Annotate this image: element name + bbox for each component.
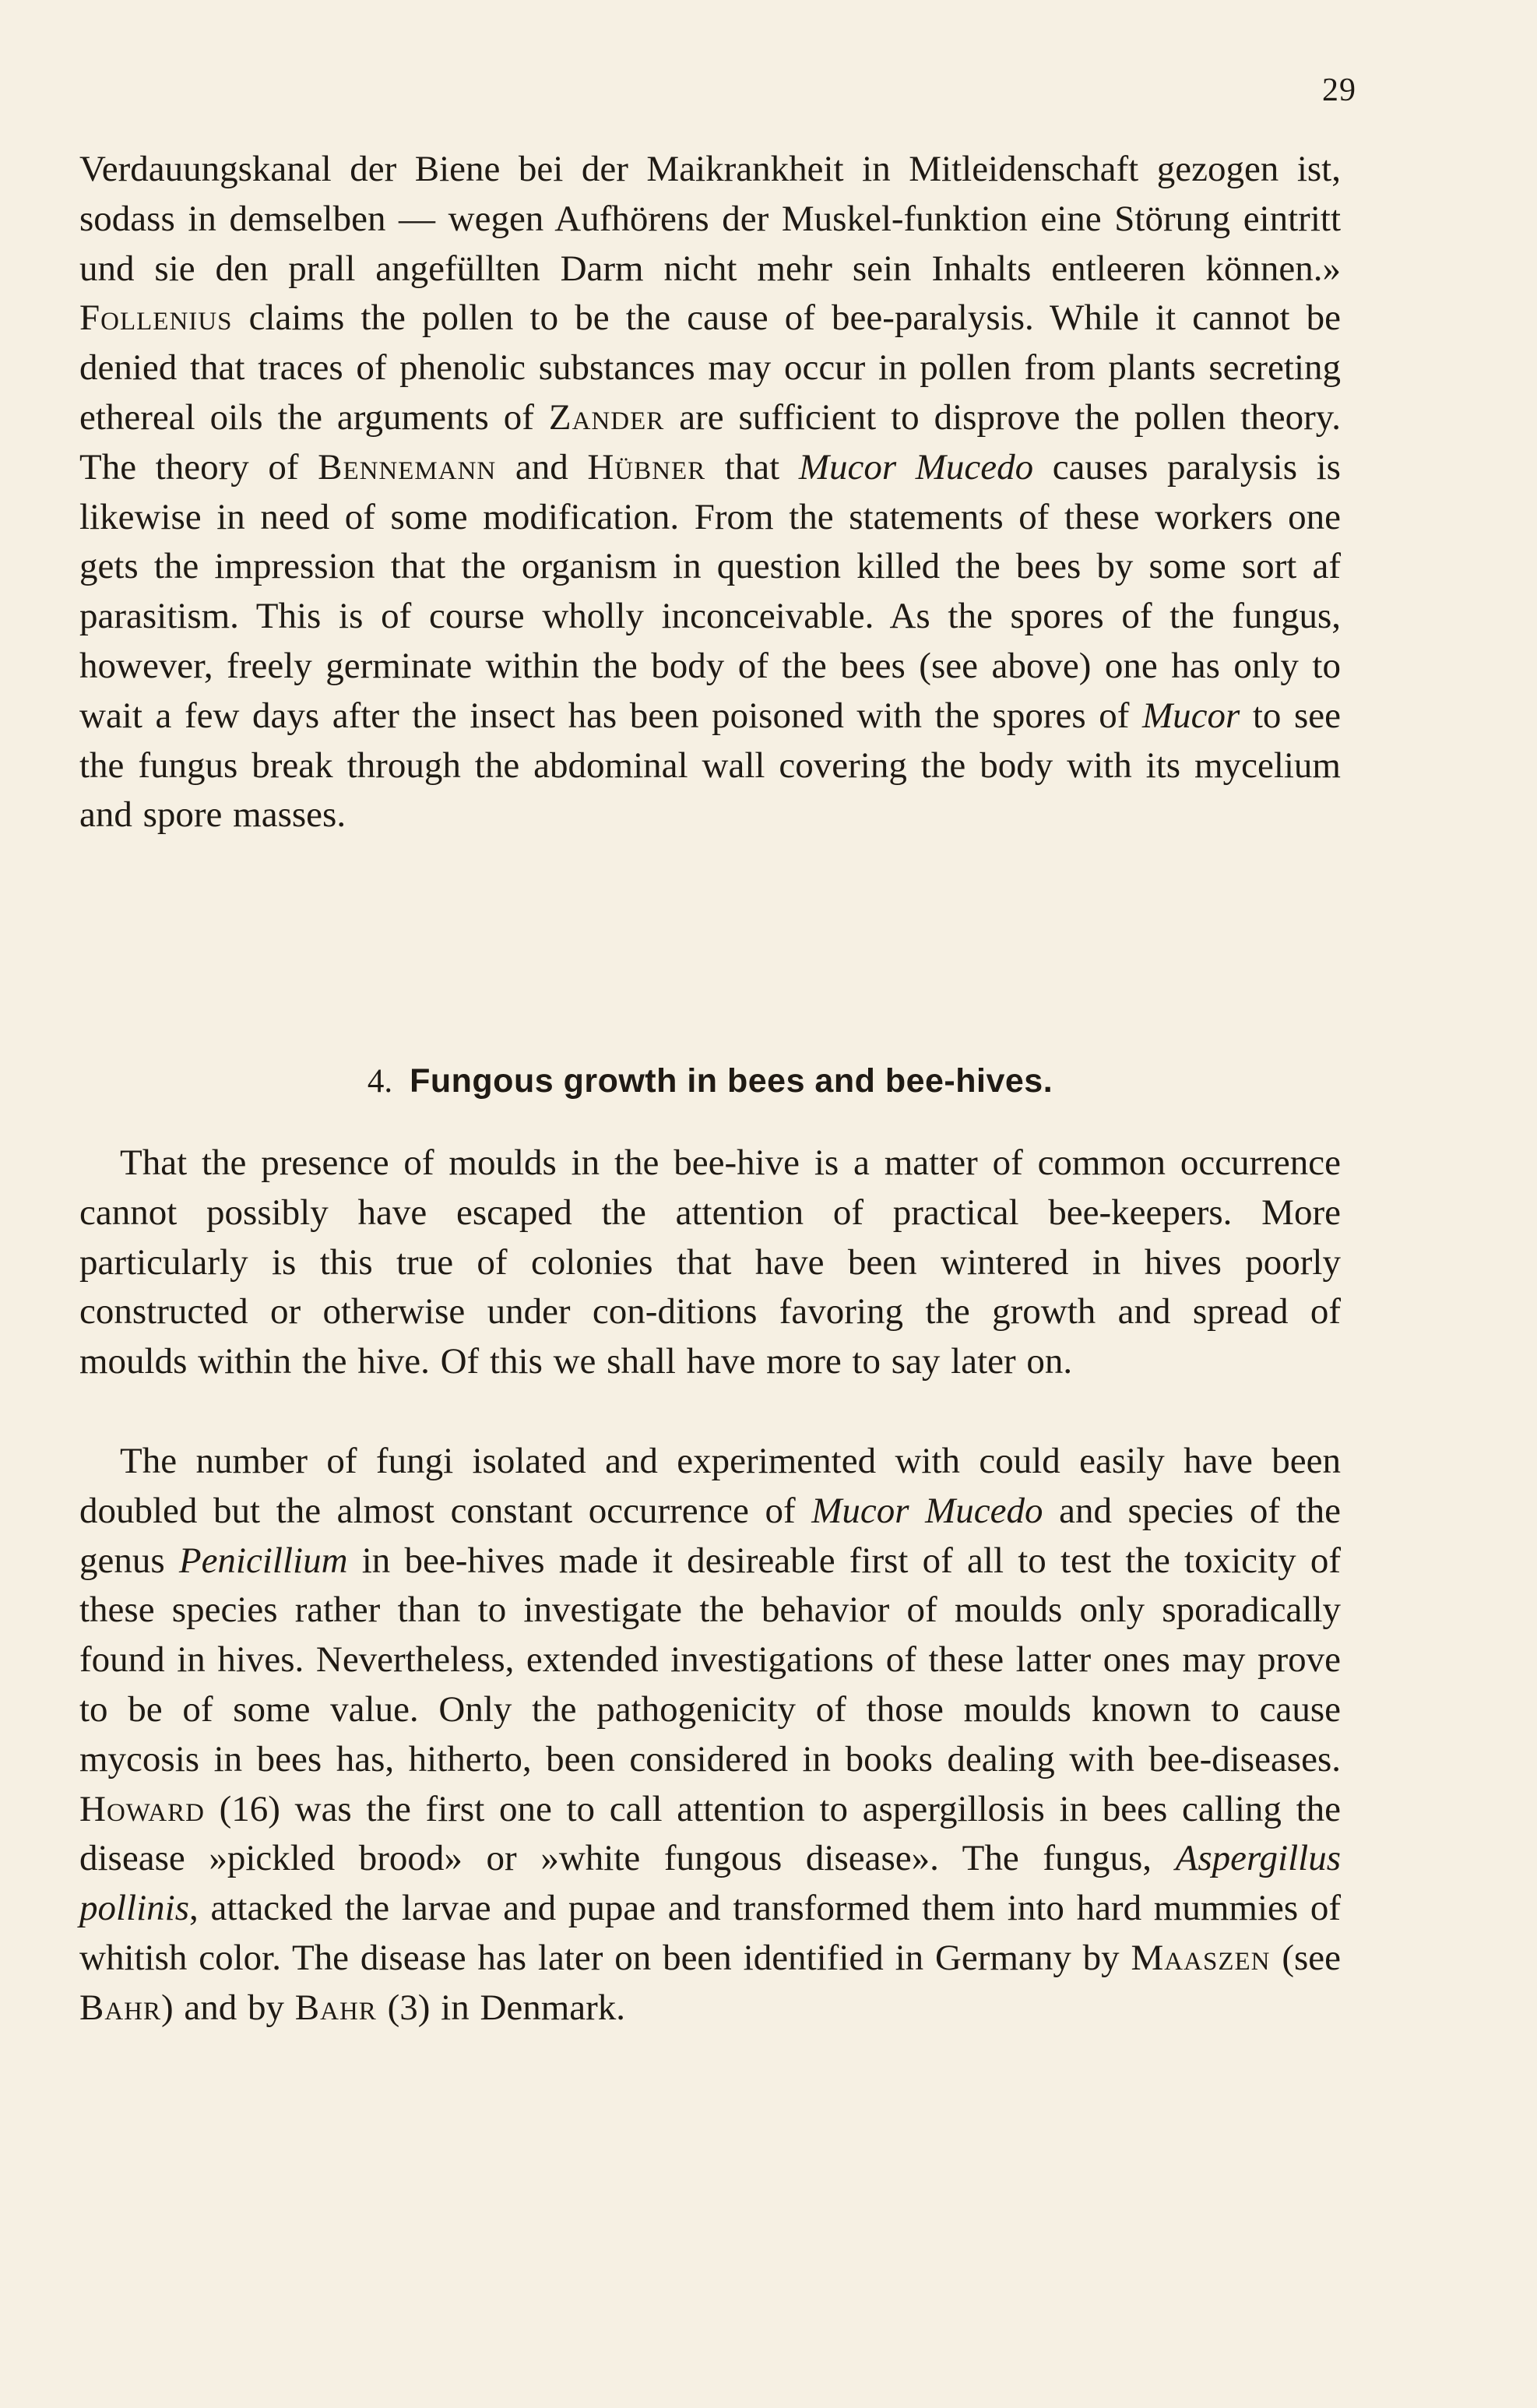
text-run: and [496,446,588,488]
text-run: (see [1270,1937,1341,1978]
text-run: causes paralysis is likewise in need of some modification. From the statements of these workers one gets the impression that the organism in question killed the bees by some sort af parasitism. This is of course wholly inconceivable. As the spores of the fungus, however, freely germinate within the body of the bees (see above) one has only to wait a few days after the insect has been poisoned with the spores of [79,446,1341,736]
text-run: are sufficient to disprove the pollen theory. The theory of [79,396,1341,488]
section-number: 4. [367,1063,393,1100]
text-run: The number of fungi isolated and experimented with could easily have been doubled but the almost constant occurrence of [79,1441,1341,1531]
paragraph-bee-paralysis [79,145,1341,840]
text-run: that [705,446,799,488]
page-number: 29 [1322,72,1356,108]
paragraph-fungi-experiments [79,1437,1341,2033]
text-run: and species of the genus [79,1490,1342,1581]
author-name: Hübner [587,446,706,488]
species-name: Aspergillus pollinis [79,1838,1341,1929]
species-name: Penicillium [178,1540,348,1581]
author-name: Bahr [294,1987,377,2028]
section-title: Fungous growth in bees and bee-hives. [410,1062,1053,1100]
author-name: Follenius [79,297,233,339]
paragraph-moulds-in-hives [79,1139,1341,1387]
author-name: Howard [79,1788,205,1829]
author-name: Maaszen [1131,1937,1271,1978]
text-run: claims the pollen to be the cause of bee-paralysis. While it cannot be denied that traces of phenolic substances may occur in pollen from plants secreting ethereal oils the arguments of [79,297,1341,438]
text-run: ) and by [161,1987,295,2028]
text-run: , attacked the larvae and pupae and transformed them into hard mummies of whitish color. The disease has later on been identified in Germany by [79,1888,1341,1978]
text-run: That the presence of moulds in the bee-hive is a matter of common occurrence cannot possibly have escaped the attention of practical bee-keepers. More particularly is this true of colonies that have been wintered in hives poorly constructed or otherwise under con-ditions favoring the growth and spread of moulds within the hive. Of this we shall have more to say later on. [79,1142,1341,1382]
species-name: Mucor [1141,695,1240,736]
author-name: Bennemann [318,446,497,488]
text-run: (3) in Denmark. [376,1987,626,2028]
section-heading [79,1056,1341,1107]
species-name: Mucor Mucedo [811,1490,1043,1531]
author-name: Zander [548,396,665,438]
text-run: to see the fungus break through the abdominal wall covering the body with its mycelium and spore masses. [79,695,1341,836]
text-run: (16) was the first one to call attention to aspergillosis in bees calling the disease »pickled brood» or »white fungous disease». The fungus, [79,1788,1341,1879]
text-run: Verdauungskanal der Biene bei der Maikrankheit in Mitleidenschaft gezogen ist, sodass in demselben — wegen Aufhörens der Muskel-funktion eine Störung eintritt und sie den prall angefüllten Darm nicht mehr sein Inhalts entleeren können.» [79,149,1341,289]
author-name: Bahr [79,1987,162,2028]
species-name: Mucor Mucedo [798,446,1034,488]
text-run: in bee-hives made it desireable first of all to test the toxicity of these species rather than to investigate the behavior of moulds only sporadically found in hives. Nevertheless, extended investigations of these latter ones may prove to be of some value. Only the pathogenicity of those moulds known to cause mycosis in bees has, hitherto, been considered in books dealing with bee-diseases. [79,1540,1341,1780]
